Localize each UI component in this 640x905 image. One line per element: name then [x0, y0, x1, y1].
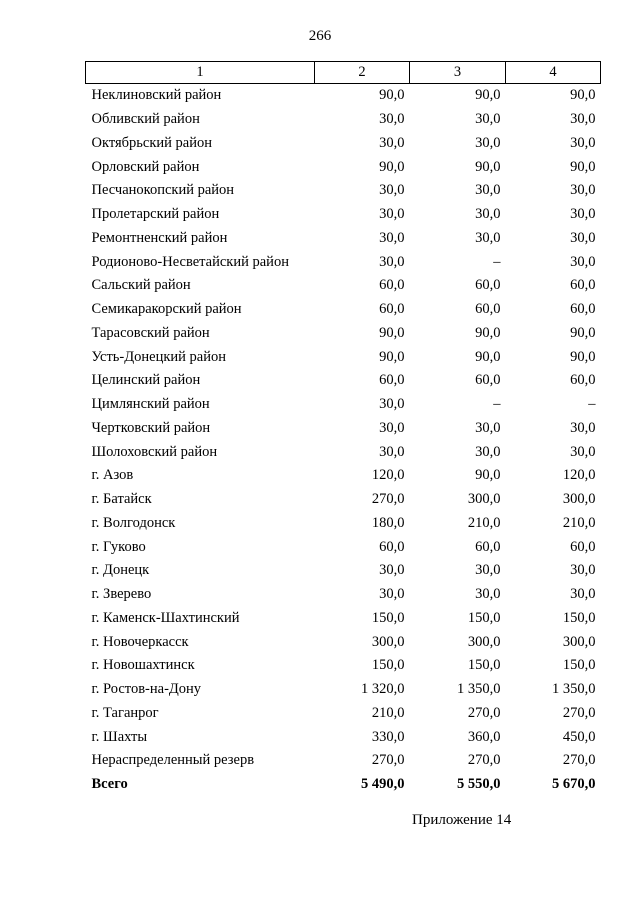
row-label: г. Гуково	[91, 538, 146, 555]
table-row	[86, 322, 601, 346]
header-cell-2: 2	[315, 62, 410, 84]
row-label: г. Шахты	[91, 728, 148, 745]
data-table	[85, 61, 601, 797]
header-cell-1: 1	[86, 62, 315, 84]
value-col-2: 60,0	[379, 372, 405, 389]
value-col-3: 270,0	[467, 704, 501, 721]
value-col-4: 60,0	[570, 372, 596, 389]
value-col-3: 60,0	[475, 538, 501, 555]
value-col-3: 60,0	[475, 277, 501, 294]
table-row	[86, 203, 601, 227]
total-col-3: 5 550,0	[457, 776, 501, 793]
value-col-2: 90,0	[379, 324, 405, 341]
value-col-2: 60,0	[379, 538, 405, 555]
value-col-2: 1 320,0	[361, 681, 405, 698]
table-row	[86, 132, 601, 156]
value-col-4: 210,0	[562, 514, 596, 531]
value-col-3: 150,0	[467, 657, 501, 674]
row-label: г. Батайск	[91, 491, 152, 508]
value-col-3: 300,0	[467, 491, 501, 508]
value-col-3: 60,0	[475, 372, 501, 389]
value-col-4: 90,0	[570, 324, 596, 341]
value-col-4: 60,0	[570, 301, 596, 318]
table-row	[86, 488, 601, 512]
value-col-4: 300,0	[562, 491, 596, 508]
table-row	[86, 155, 601, 179]
row-label: Сальский район	[91, 277, 191, 294]
value-col-3: 210,0	[467, 514, 501, 531]
table-row	[86, 678, 601, 702]
row-label: Орловский район	[91, 158, 200, 175]
value-col-2: 210,0	[371, 704, 405, 721]
total-col-4: 5 670,0	[552, 776, 596, 793]
row-label: г. Волгодонск	[91, 514, 176, 531]
row-label: г. Каменск-Шахтинский	[91, 609, 240, 626]
row-label: Семикаракорский район	[91, 301, 242, 318]
table-row	[86, 179, 601, 203]
value-col-2: 150,0	[371, 657, 405, 674]
value-col-4: 30,0	[570, 182, 596, 199]
page-number: 266	[308, 28, 332, 44]
row-label: Пролетарский район	[91, 206, 220, 223]
value-col-2: 60,0	[379, 301, 405, 318]
value-col-4: 30,0	[570, 206, 596, 223]
value-col-3: 60,0	[475, 301, 501, 318]
value-col-4: 270,0	[562, 752, 596, 769]
value-col-3: 30,0	[475, 586, 501, 603]
value-col-2: 30,0	[379, 586, 405, 603]
header-cell-4: 4	[506, 62, 601, 84]
value-col-4: 120,0	[562, 467, 596, 484]
value-col-2: 90,0	[379, 87, 405, 104]
value-col-4: 150,0	[562, 657, 596, 674]
row-label: Родионово-Несветайский район	[91, 253, 289, 270]
value-col-4: 1 350,0	[552, 681, 596, 698]
value-col-4: 30,0	[570, 562, 596, 579]
value-col-3: 90,0	[475, 158, 501, 175]
table-row	[86, 464, 601, 488]
table-row	[86, 298, 601, 322]
value-col-4: 450,0	[562, 728, 596, 745]
value-col-4: 270,0	[562, 704, 596, 721]
value-col-2: 270,0	[371, 491, 405, 508]
table-row	[86, 654, 601, 678]
value-col-2: 300,0	[371, 633, 405, 650]
row-label: г. Зверево	[91, 586, 152, 603]
value-col-2: 60,0	[379, 277, 405, 294]
row-label: Целинский район	[91, 372, 201, 389]
value-col-3: 270,0	[467, 752, 501, 769]
table-row	[86, 630, 601, 654]
table-row	[86, 607, 601, 631]
value-col-3: 90,0	[475, 467, 501, 484]
value-col-2: 30,0	[379, 134, 405, 151]
value-col-3: 30,0	[475, 443, 501, 460]
header-cell-3: 3	[410, 62, 506, 84]
table-row	[86, 440, 601, 464]
table-header	[86, 62, 601, 84]
table-row	[86, 227, 601, 251]
value-col-2: 120,0	[371, 467, 405, 484]
value-col-2: 270,0	[371, 752, 405, 769]
table-row	[86, 250, 601, 274]
total-label: Всего	[91, 776, 128, 793]
value-col-3: 150,0	[467, 609, 501, 626]
row-label: г. Новошахтинск	[91, 657, 195, 674]
row-label: Чертковский район	[91, 419, 211, 436]
table-row	[86, 274, 601, 298]
value-col-4: 30,0	[570, 134, 596, 151]
value-col-4: 300,0	[562, 633, 596, 650]
value-col-4: 30,0	[570, 419, 596, 436]
value-col-3: 30,0	[475, 206, 501, 223]
value-col-2: 30,0	[379, 229, 405, 246]
appendix-label: Приложение 14	[412, 812, 512, 828]
row-label: Шолоховский район	[91, 443, 218, 460]
value-col-4: 90,0	[570, 348, 596, 365]
value-col-2: 30,0	[379, 396, 405, 413]
header-row	[86, 62, 601, 84]
value-col-4: 30,0	[570, 229, 596, 246]
table-row	[86, 393, 601, 417]
row-label: Неклиновский район	[91, 87, 222, 104]
row-label: Усть-Донецкий район	[91, 348, 226, 365]
table-row	[86, 84, 601, 108]
row-label: Нераспределенный резерв	[91, 752, 255, 769]
value-col-4: 60,0	[570, 538, 596, 555]
row-label: Цимлянский район	[91, 396, 210, 413]
table-row	[86, 559, 601, 583]
value-col-4: 150,0	[562, 609, 596, 626]
value-col-2: 30,0	[379, 443, 405, 460]
value-col-2: 30,0	[379, 562, 405, 579]
table-row	[86, 345, 601, 369]
table-body	[86, 84, 601, 797]
value-col-2: 30,0	[379, 419, 405, 436]
value-col-3: 30,0	[475, 229, 501, 246]
row-label: Октябрьский район	[91, 134, 212, 151]
value-col-4: 90,0	[570, 158, 596, 175]
value-col-3: 90,0	[475, 348, 501, 365]
value-col-3: 1 350,0	[457, 681, 501, 698]
row-label: Обливский район	[91, 111, 200, 128]
table-row	[86, 535, 601, 559]
value-col-4: 30,0	[570, 253, 596, 270]
value-col-4: –	[588, 396, 596, 413]
value-col-4: 60,0	[570, 277, 596, 294]
value-col-2: 30,0	[379, 253, 405, 270]
value-col-2: 30,0	[379, 111, 405, 128]
table-row	[86, 749, 601, 773]
value-col-3: –	[493, 396, 501, 413]
table-row	[86, 417, 601, 441]
value-col-2: 90,0	[379, 158, 405, 175]
value-col-2: 150,0	[371, 609, 405, 626]
value-col-3: 90,0	[475, 324, 501, 341]
row-label: г. Азов	[91, 467, 134, 484]
value-col-2: 330,0	[371, 728, 405, 745]
value-col-2: 30,0	[379, 206, 405, 223]
value-col-3: 300,0	[467, 633, 501, 650]
value-col-4: 30,0	[570, 443, 596, 460]
row-label: г. Новочеркасск	[91, 633, 189, 650]
value-col-3: –	[493, 253, 501, 270]
row-label: Песчанокопский район	[91, 182, 235, 199]
table-row	[86, 583, 601, 607]
row-label: Тарасовский район	[91, 324, 210, 341]
row-label: г. Донецк	[91, 562, 150, 579]
total-row	[86, 773, 601, 797]
row-label: Ремонтненский район	[91, 229, 228, 246]
row-label: г. Таганрог	[91, 704, 159, 721]
value-col-3: 30,0	[475, 182, 501, 199]
value-col-2: 180,0	[371, 514, 405, 531]
row-label: г. Ростов-на-Дону	[91, 681, 202, 698]
value-col-4: 30,0	[570, 111, 596, 128]
value-col-3: 30,0	[475, 562, 501, 579]
table-row	[86, 702, 601, 726]
value-col-3: 360,0	[467, 728, 501, 745]
value-col-3: 30,0	[475, 419, 501, 436]
value-col-4: 90,0	[570, 87, 596, 104]
table-row	[86, 369, 601, 393]
value-col-3: 90,0	[475, 87, 501, 104]
value-col-4: 30,0	[570, 586, 596, 603]
table-row	[86, 725, 601, 749]
value-col-2: 30,0	[379, 182, 405, 199]
table-row	[86, 108, 601, 132]
value-col-3: 30,0	[475, 134, 501, 151]
value-col-2: 90,0	[379, 348, 405, 365]
value-col-3: 30,0	[475, 111, 501, 128]
total-col-2: 5 490,0	[361, 776, 405, 793]
table-row	[86, 512, 601, 536]
